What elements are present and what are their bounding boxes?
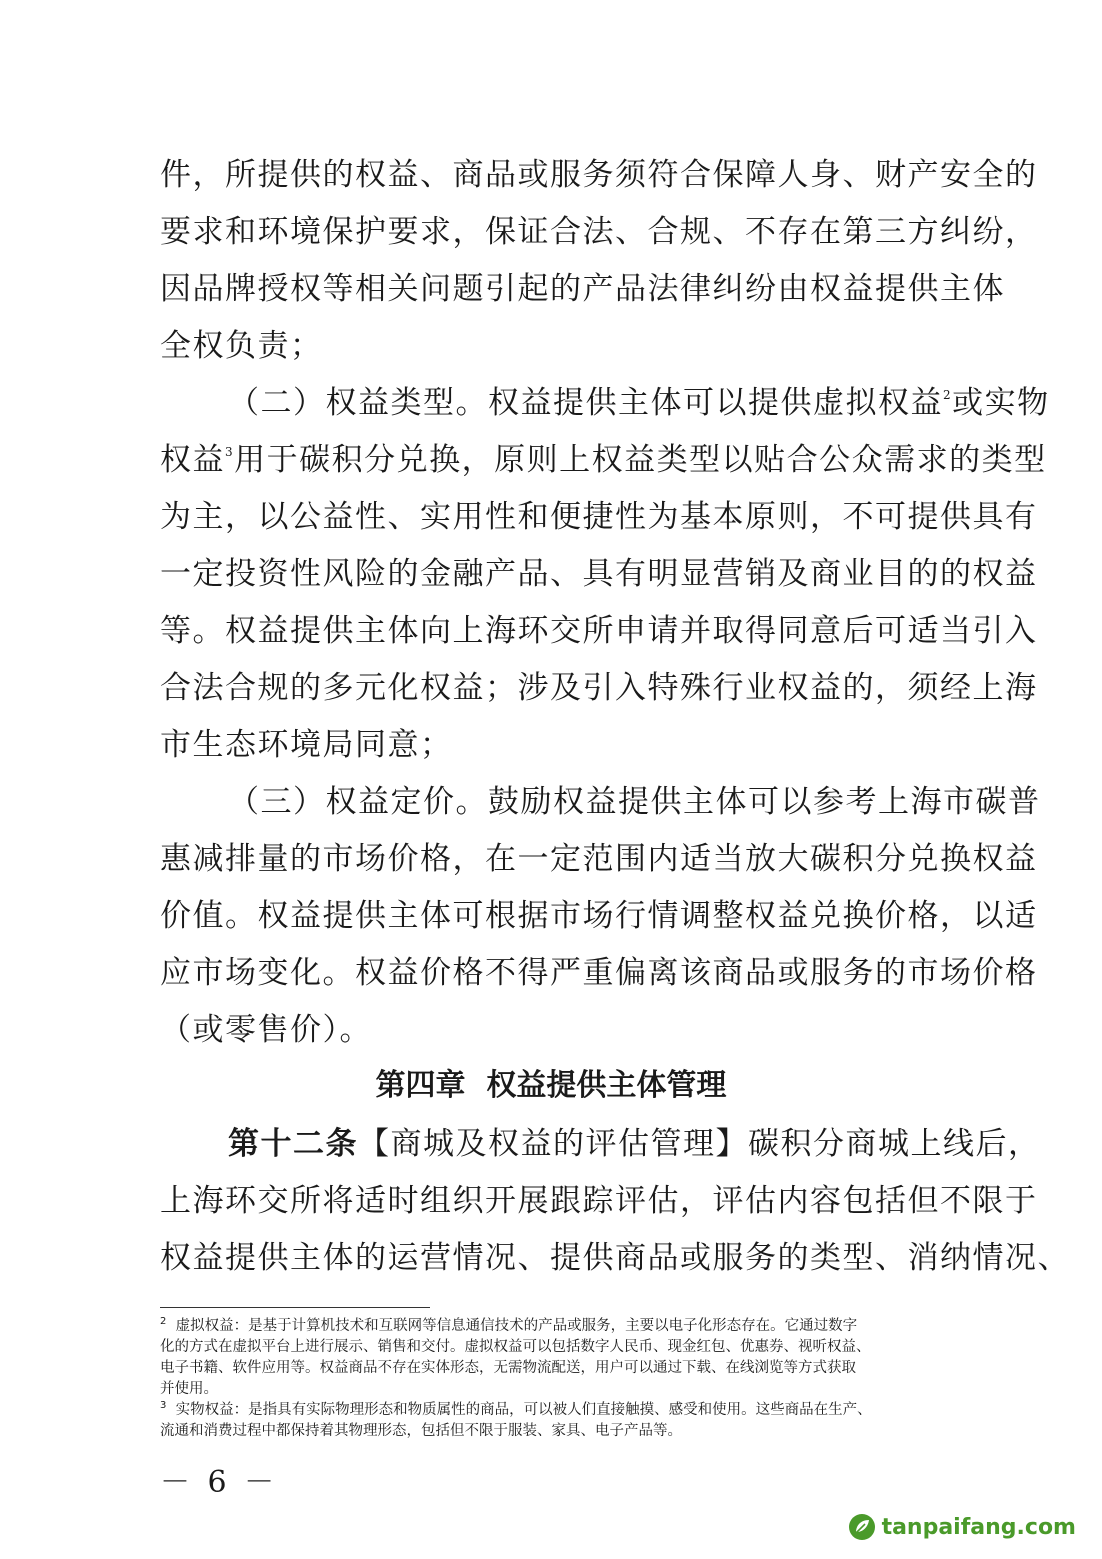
text: 或实物 — [952, 385, 1050, 421]
footnote-line: 并使用。 — [160, 1381, 218, 1397]
body-line: 等。权益提供主体向上海环交所申请并取得同意后可适当引入 — [160, 613, 1038, 649]
body-line: 惠减排量的市场价格，在一定范围内适当放大碳积分兑换权益 — [160, 841, 1038, 877]
footnote-number: 3 — [160, 1400, 167, 1411]
body-line: 因品牌授权等相关问题引起的产品法律纠纷由权益提供主体 — [160, 271, 1005, 307]
body-line: 市生态环境局同意； — [160, 727, 453, 763]
footnote-number: 2 — [160, 1316, 167, 1327]
footnote-divider — [160, 1307, 430, 1308]
text: 虚拟权益：是基于计算机技术和互联网等信息通信技术的产品或服务，主要以电子化形态存在。它通过数字 — [175, 1318, 858, 1334]
footnote-line: 电子书籍、软件应用等。权益商品不存在实体形态，无需物流配送，用户可以通过下载、在线浏览等方式获取 — [160, 1360, 856, 1376]
watermark-text: tanpaifang.com — [881, 1514, 1076, 1540]
section2-second-line — [160, 440, 1047, 480]
body-line: 上海环交所将适时组织开展跟踪评估，评估内容包括但不限于 — [160, 1183, 1038, 1219]
body-line: 价值。权益提供主体可根据市场行情调整权益兑换价格，以适 — [160, 898, 1038, 934]
chapter-title: 第四章 权益提供主体管理 — [375, 1068, 727, 1103]
watermark — [848, 1513, 1076, 1541]
footnote-3 — [160, 1400, 960, 1421]
footnote-line: 流通和消费过程中都保持着其物理形态，包括但不限于服装、家具、电子产品等。 — [160, 1423, 682, 1439]
body-line: 合法合规的多元化权益；涉及引入特殊行业权益的，须经上海 — [160, 670, 1038, 706]
article-label: 第十二条 — [228, 1126, 358, 1162]
article12-first-line — [228, 1124, 1041, 1164]
body-line: 要求和环境保护要求，保证合法、合规、不存在第三方纠纷， — [160, 214, 1038, 250]
page-number: － 6 － — [160, 1465, 279, 1500]
footnote-ref-2: 2 — [943, 388, 953, 402]
body-line: 为主，以公益性、实用性和便捷性为基本原则，不可提供具有 — [160, 499, 1038, 535]
footnote-2 — [160, 1316, 960, 1337]
body-line: 全权负责； — [160, 328, 323, 364]
body-line: 应市场变化。权益价格不得严重偏离该商品或服务的市场价格 — [160, 955, 1038, 991]
text: 【商城及权益的评估管理】碳积分商城上线后， — [358, 1126, 1041, 1162]
body-line: 一定投资性风险的金融产品、具有明显营销及商业目的的权益 — [160, 556, 1038, 592]
text: 实物权益：是指具有实际物理形态和物质属性的商品，可以被人们直接触摸、感受和使用。这些商品在生产、 — [175, 1402, 872, 1418]
leaf-logo-icon — [848, 1513, 876, 1541]
body-line: （或零售价）。 — [160, 1012, 372, 1048]
body-line: 权益提供主体的运营情况、提供商品或服务的类型、消纳情况、 — [160, 1240, 1070, 1276]
text: 权益 — [160, 442, 225, 478]
section3-first-line: （三）权益定价。鼓励权益提供主体可以参考上海市碳普 — [228, 784, 1041, 820]
body-line: 件，所提供的权益、商品或服务须符合保障人身、财产安全的 — [160, 157, 1038, 193]
text: 用于碳积分兑换，原则上权益类型以贴合公众需求的类型 — [234, 442, 1047, 478]
footnote-ref-3: 3 — [225, 445, 235, 459]
section2-first-line — [228, 383, 1050, 423]
text: （二）权益类型。权益提供主体可以提供虚拟权益 — [228, 385, 943, 421]
footnote-line: 化的方式在虚拟平台上进行展示、销售和交付。虚拟权益可以包括数字人民币、现金红包、优惠券、视听权益、 — [160, 1339, 871, 1355]
